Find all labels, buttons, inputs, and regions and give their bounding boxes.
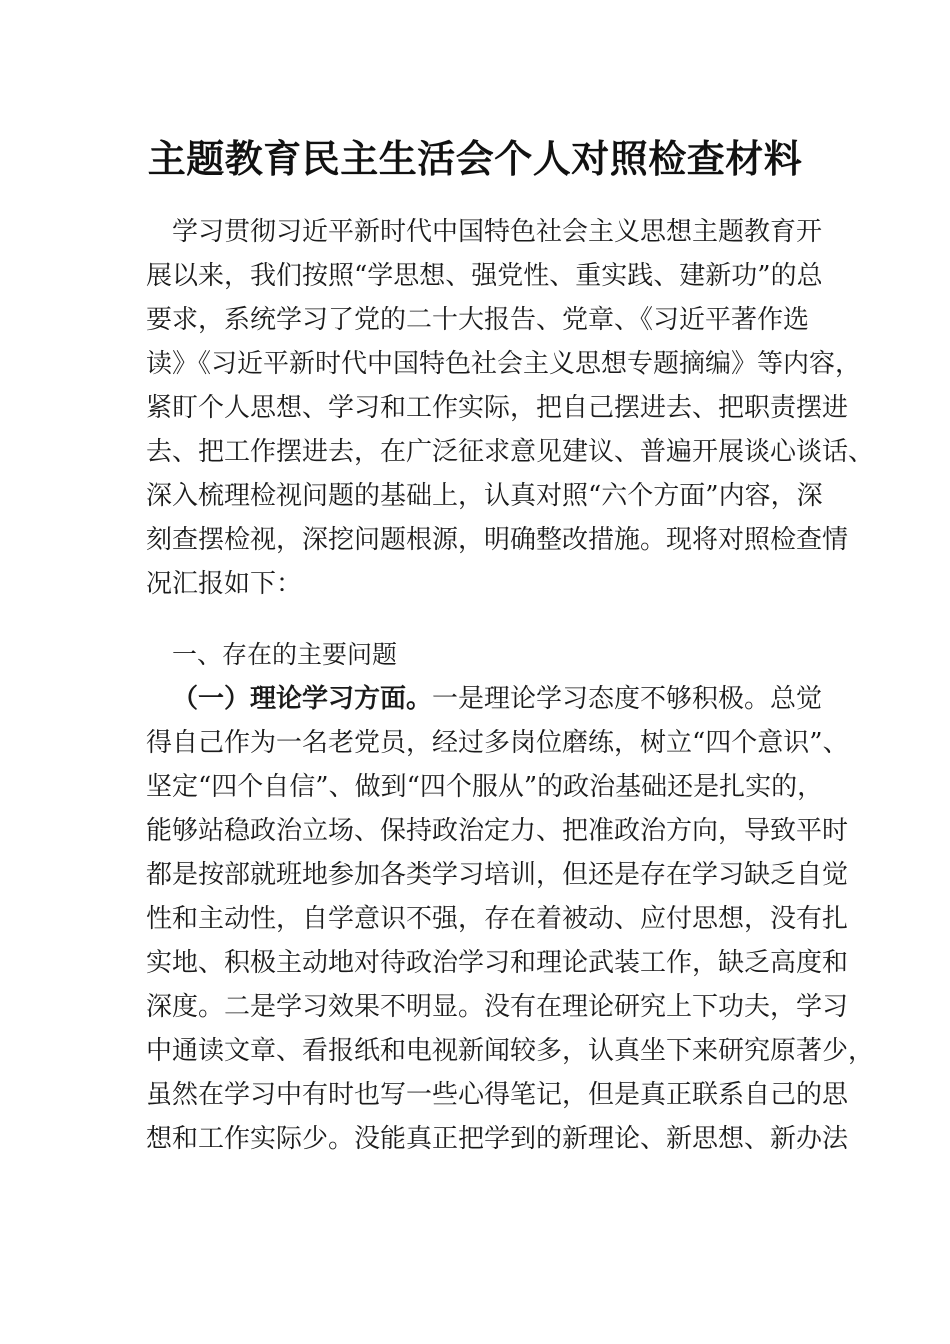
- document-title: 主题教育民主生活会个人对照检查材料: [147, 136, 803, 181]
- paragraph-line: 学习贯彻习近平新时代中国特色社会主义思想主题教育开: [172, 217, 823, 247]
- paragraph-line: 读》《习近平新时代中国特色社会主义思想专题摘编》等内容，: [146, 349, 862, 379]
- paragraph-line: 想和工作实际少。没能真正把学到的新理论、新思想、新办法: [146, 1124, 849, 1154]
- paragraph-line: 能够站稳政治立场、保持政治定力、把准政治方向，导致平时: [146, 816, 849, 846]
- paragraph-line: 要求，系统学习了党的二十大报告、党章、《习近平著作选: [146, 305, 810, 335]
- paragraph-line: 展以来，我们按照“学思想、强党性、重实践、建新功”的总: [146, 261, 823, 291]
- paragraph-line: 中通读文章、看报纸和电视新闻较多，认真坐下来研究原著少，: [146, 1036, 875, 1066]
- paragraph-line: 深入梳理检视问题的基础上，认真对照“六个方面”内容，深: [146, 481, 823, 511]
- subsection-lead: （一）理论学习方面。: [172, 684, 433, 714]
- subsection-paragraph: [146, 677, 875, 1161]
- paragraph-line: 性和主动性，自学意识不强，存在着被动、应付思想，没有扎: [146, 904, 849, 934]
- paragraph-line: 实地、积极主动地对待政治学习和理论武装工作，缺乏高度和: [146, 948, 849, 978]
- paragraph-line: 坚定“四个自信”、做到“四个服从”的政治基础还是扎实的，: [146, 772, 824, 802]
- paragraph-line: 虽然在学习中有时也写一些心得笔记，但是真正联系自己的思: [146, 1080, 849, 1110]
- paragraph-line: 去、把工作摆进去，在广泛征求意见建议、普遍开展谈心谈话、: [146, 437, 875, 467]
- paragraph-first-line: [146, 677, 846, 721]
- intro-paragraph: [146, 210, 875, 606]
- section-heading: 一、存在的主要问题: [172, 640, 398, 669]
- paragraph-line: 紧盯个人思想、学习和工作实际，把自己摆进去、把职责摆进: [146, 393, 849, 423]
- paragraph-line-rest: 一是理论学习态度不够积极。总觉: [432, 684, 823, 714]
- paragraph-line: 刻查摆检视，深挖问题根源，明确整改措施。现将对照检查情: [146, 525, 849, 555]
- paragraph-line: 况汇报如下：: [146, 569, 303, 599]
- paragraph-line: 都是按部就班地参加各类学习培训，但还是存在学习缺乏自觉: [146, 860, 849, 890]
- paragraph-line: 得自己作为一名老党员，经过多岗位磨练，树立“四个意识”、: [146, 728, 849, 758]
- paragraph-line: 深度。二是学习效果不明显。没有在理论研究上下功夫，学习: [146, 992, 849, 1022]
- section-heading-block: [146, 633, 846, 677]
